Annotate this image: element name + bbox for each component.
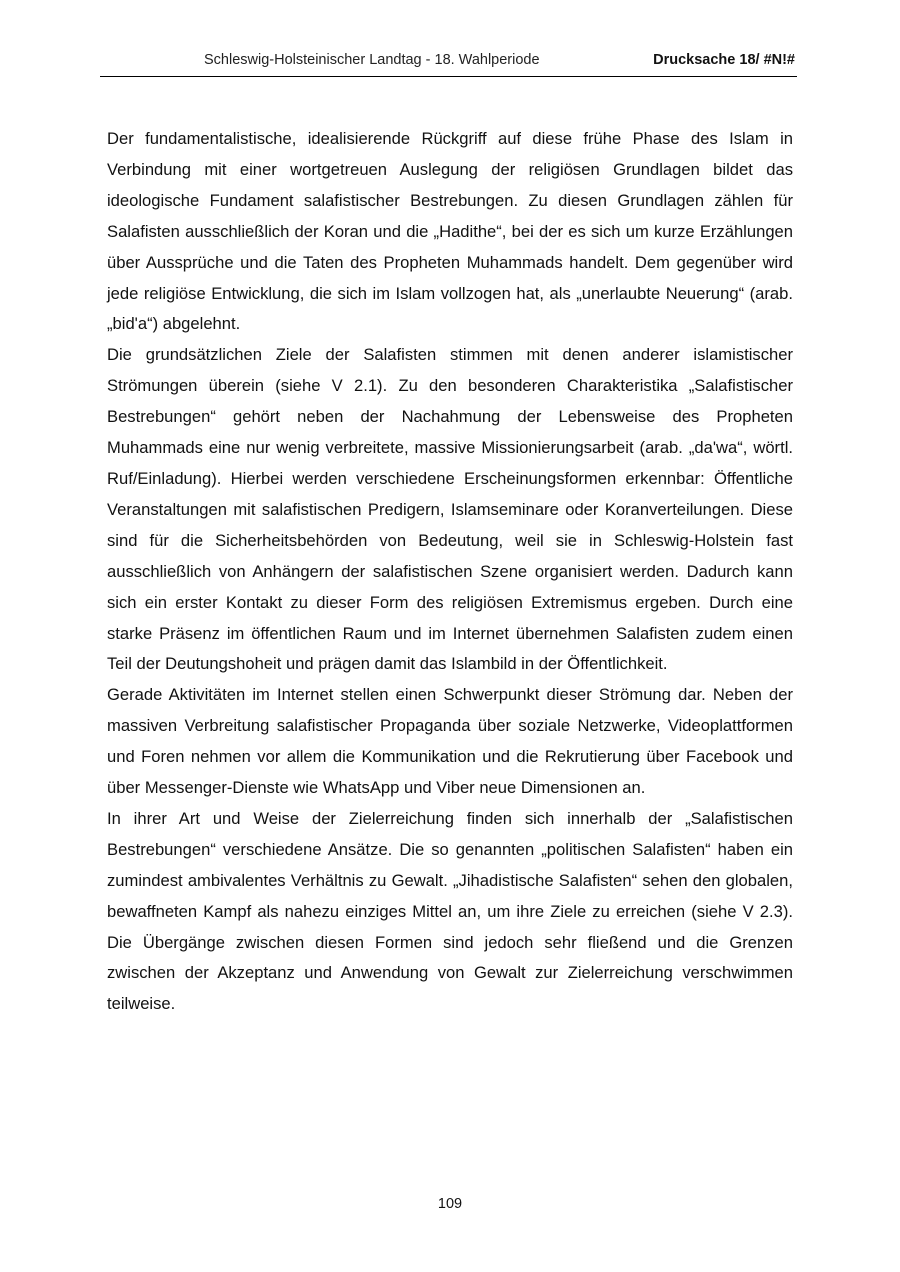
page-header [100,50,797,77]
paragraph-1: Der fundamentalistische, idealisierende Rückgriff auf diese frühe Phase des Islam in Verbindung mit einer wortgetreuen Auslegung der religiösen Grundlagen bildet das ideologische Fundament salafistischer Bestrebungen. Zu diesen Grundlagen zählen für Salafisten ausschließlich der Koran und die „Hadithe“, bei der es sich um kurze Erzählungen über Aussprüche und die Taten des Propheten Muhammads handelt. Dem gegenüber wird jede religiöse Entwicklung, die sich im Islam vollzogen hat, als „unerlaubte Neuerung“ (arab. „bid'a“) abgelehnt. [107,129,793,334]
paragraph-2: Die grundsätzlichen Ziele der Salafisten stimmen mit denen anderer islamistischer Strömungen überein (siehe V 2.1). Zu den besonderen Charakteristika „Salafistischer Bestrebungen“ gehört neben der Nachahmung der Lebensweise des Propheten Muhammads eine nur wenig verbreitete, massive Missionierungsarbeit (arab. „da'wa“, wörtl. Ruf/Einladung). Hierbei werden verschiedene Erscheinungsformen erkennbar: Öffentliche Veranstaltungen mit salafistischen Predigern, Islamseminare oder Koranverteilungen. Diese sind für die Sicherheitsbehörden von Bedeutung, weil sie in Schleswig-Holstein fast ausschließlich von Anhängern der salafistischen Szene organisiert werden. Dadurch kann sich ein erster Kontakt zu dieser Form des religiösen Extremismus ergeben. Durch eine starke Präsenz im öffentlichen Raum und im Internet übernehmen Salafisten zudem einen Teil der Deutungshoheit und prägen damit das Islambild in der Öffentlichkeit. [107,345,793,674]
main-body-text [107,124,793,1020]
paragraph-4: In ihrer Art und Weise der Zielerreichung finden sich innerhalb der „Salafistischen Bestrebungen“ verschiedene Ansätze. Die so genannten „politischen Salafisten“ haben ein zumindest ambivalentes Verhältnis zu Gewalt. „Jihadistische Salafisten“ sehen den globalen, bewaffneten Kampf als nahezu einziges Mittel an, um ihre Ziele zu erreichen (siehe V 2.3). Die Übergänge zwischen diesen Formen sind jedoch sehr fließend und die Grenzen zwischen der Akzeptanz und Anwendung von Gewalt zur Zielerreichung verschwimmen teilweise. [107,808,793,1014]
header-title: Schleswig-Holsteinischer Landtag - 18. Wahlperiode [204,52,540,68]
paragraph-3: Gerade Aktivitäten im Internet stellen einen Schwerpunkt dieser Strömung dar. Neben der massiven Verbreitung salafistischer Propaganda über soziale Netzwerke, Videoplattformen und Foren nehmen vor allem die Kommunikation und die Rekrutierung über Facebook und über Messenger-Dienste wie WhatsApp und Viber neue Dimensionen an. [107,685,793,798]
page-number: 109 [437,1196,463,1212]
document-number: Drucksache 18/ #N!# [653,52,795,68]
